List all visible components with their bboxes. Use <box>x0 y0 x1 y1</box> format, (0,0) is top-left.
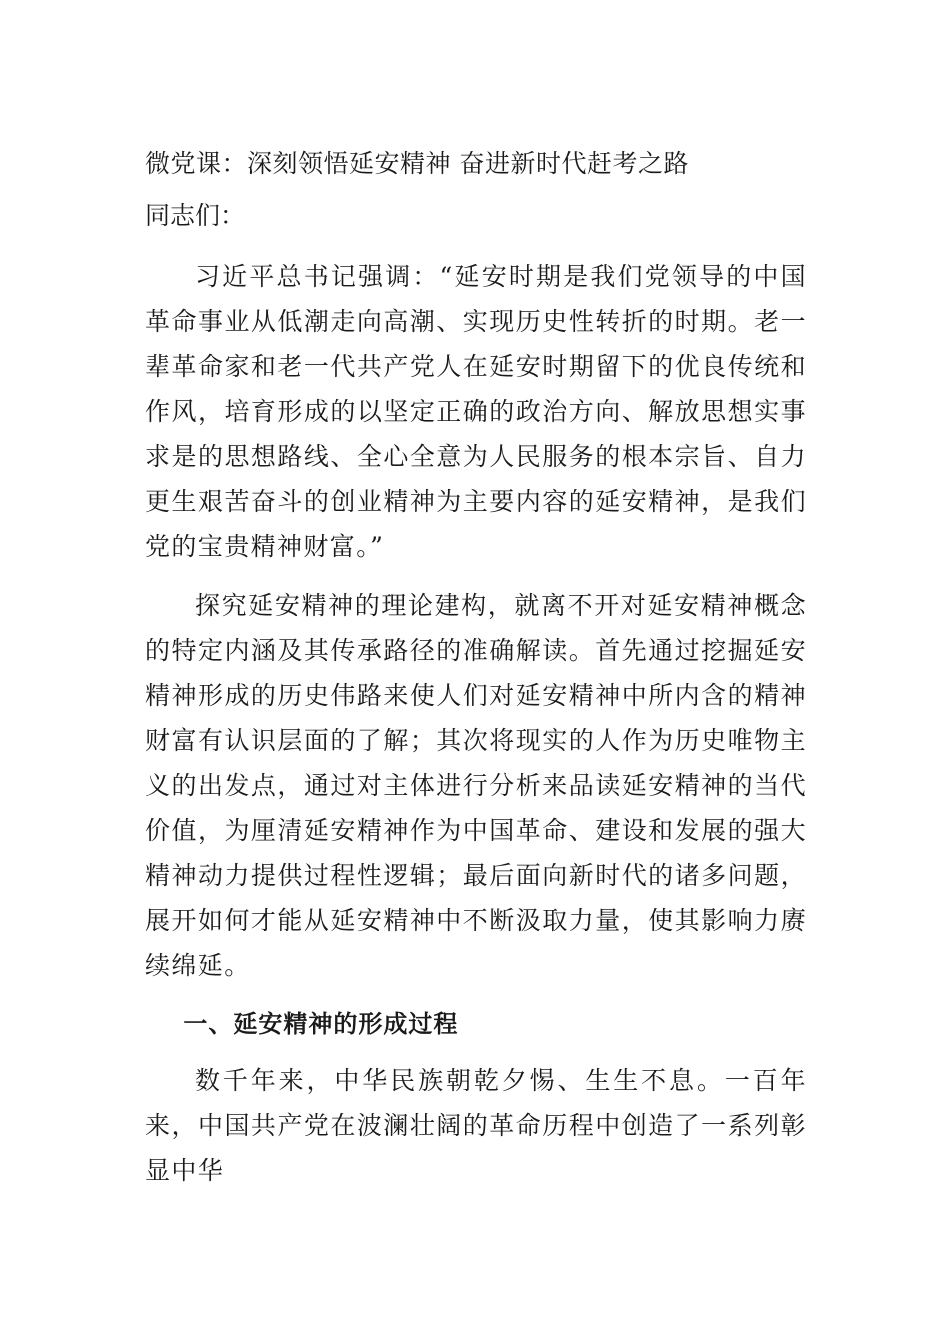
section-heading: 一、延安精神的形成过程 <box>183 1010 459 1038</box>
paragraph-section-start: 数千年来，中华民族朝乾夕惕、生生不息。一百年来，中国共产党在波澜壮阔的革命历程中创造了一系列彰显中华 <box>145 1066 807 1185</box>
document-body <box>145 140 807 1207</box>
paragraph-quote: 习近平总书记强调：“延安时期是我们党领导的中国革命事业从低潮走向高潮、实现历史性转折的时期。老一辈革命家和老一代共产党人在延安时期留下的优良传统和作风，培育形成的以坚定正确的政治方向、解放思想实事求是的思想路线、全心全意为人民服务的根本宗旨、自力更生艰苦奋斗的创业精神为主要内容的延安精神，是我们党的宝贵精神财富。” <box>145 262 807 561</box>
document-title: 微党课：深刻领悟延安精神 奋进新时代赶考之路 <box>145 149 689 178</box>
paragraph-intro: 探究延安精神的理论建构，就离不开对延安精神概念的特定内涵及其传承路径的准确解读。首先通过挖掘延安精神形成的历史伟路来使人们对延安精神中所内含的精神财富有认识层面的了解；其次将现实的人作为历史唯物主义的出发点，通过对主体进行分析来品读延安精神的当代价值，为厘清延安精神作为中国革命、建设和发展的强大精神动力提供过程性逻辑；最后面向新时代的诸多问题，展开如何才能从延安精神中不断汲取力量，使其影响力赓续绵延。 <box>145 591 807 980</box>
salutation: 同志们： <box>145 201 246 230</box>
